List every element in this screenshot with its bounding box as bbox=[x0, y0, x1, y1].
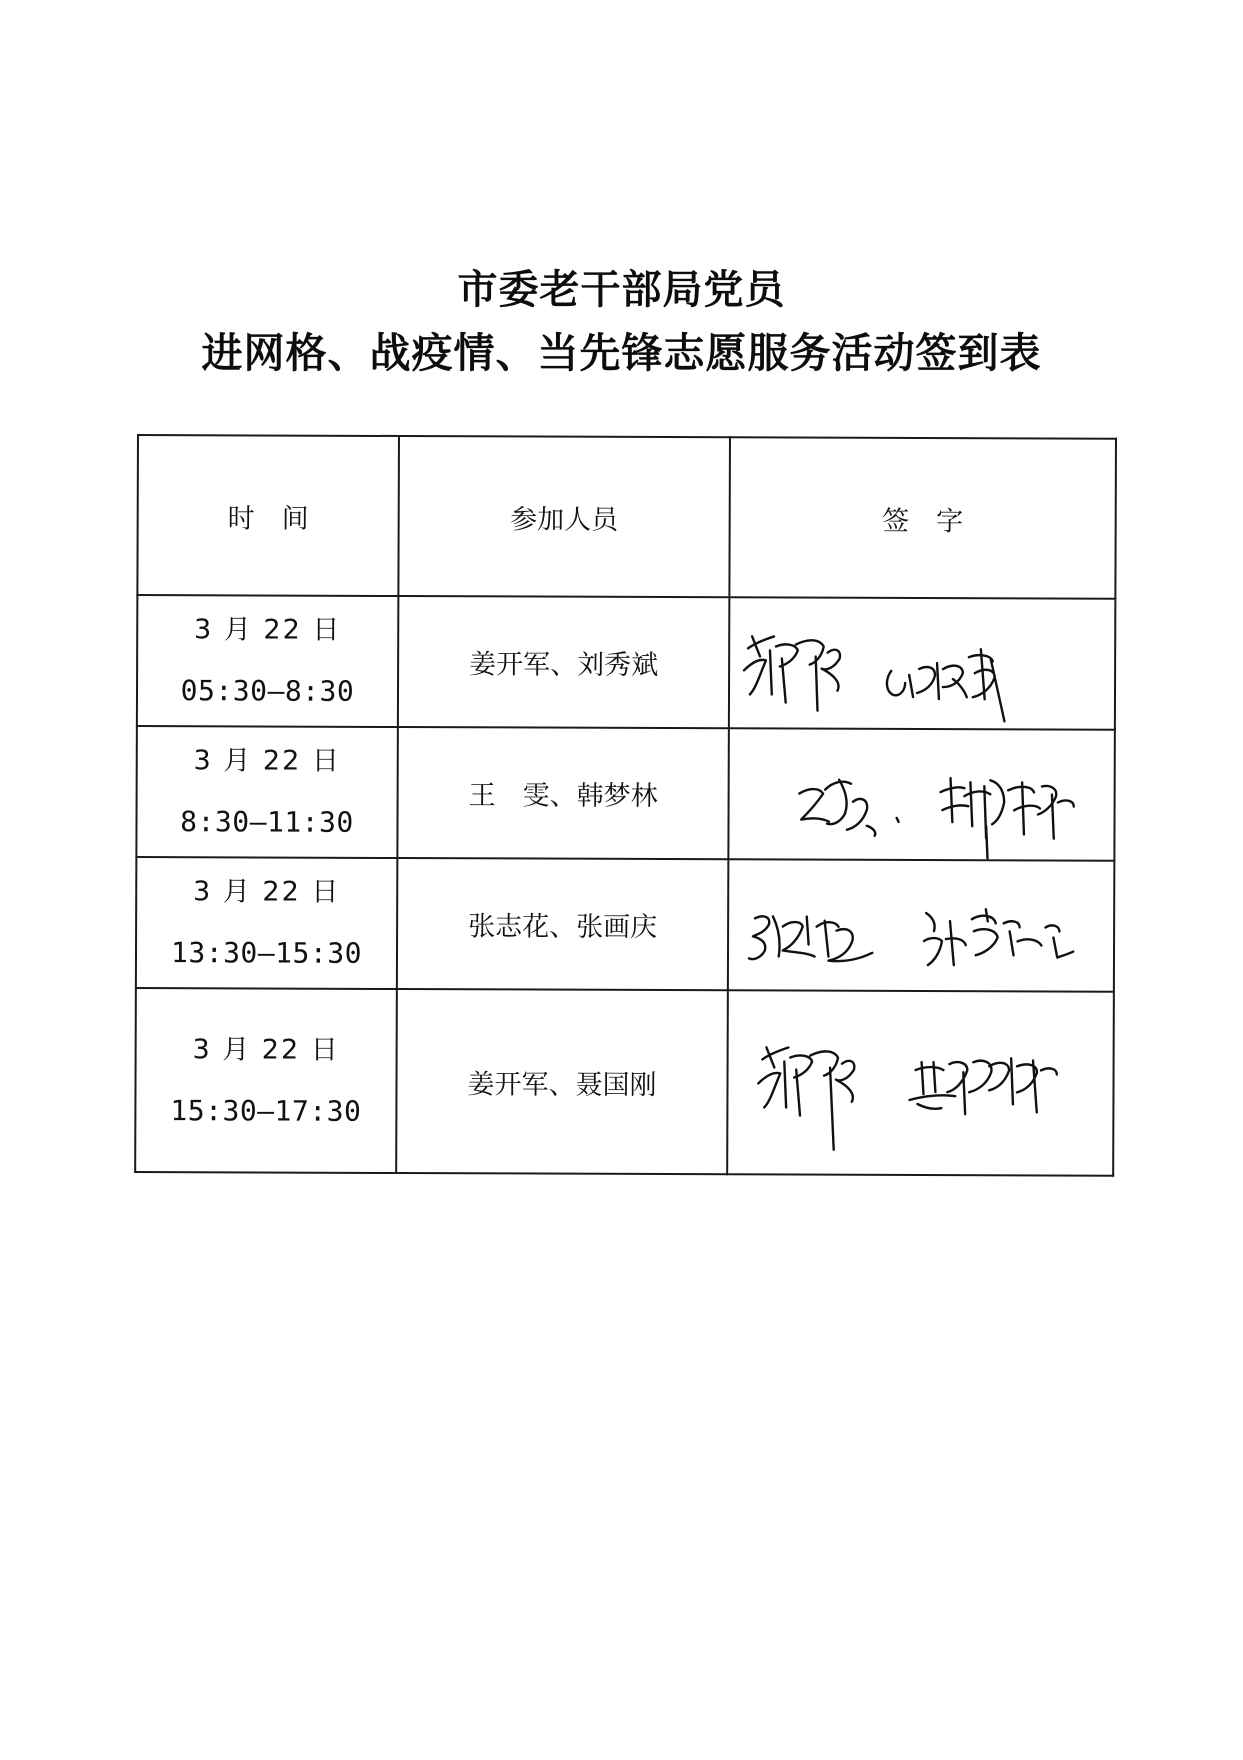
table-header-row bbox=[137, 435, 1116, 599]
signature-2 bbox=[909, 1058, 1056, 1115]
sign-in-table bbox=[134, 434, 1117, 1177]
signature-cell bbox=[729, 597, 1116, 729]
time-cell bbox=[136, 857, 398, 989]
signature-cell bbox=[728, 728, 1115, 860]
page-subtitle: 进网格、战疫情、当先锋志愿服务活动签到表 bbox=[201, 329, 1042, 377]
table-row bbox=[137, 595, 1115, 730]
handwritten-signatures bbox=[728, 991, 1113, 1174]
time-cell bbox=[137, 595, 399, 727]
signature-1 bbox=[758, 1047, 854, 1149]
header-participants: 参加人员 bbox=[398, 436, 730, 597]
handwritten-signatures bbox=[729, 860, 1113, 990]
date-text: 3 月 22 日 bbox=[193, 876, 341, 908]
date-text: 3 月 22 日 bbox=[194, 614, 342, 646]
participants-cell: 姜开军、聂国刚 bbox=[396, 989, 728, 1174]
header-signature: 签 字 bbox=[729, 437, 1116, 598]
table-row bbox=[136, 857, 1114, 992]
time-cell bbox=[135, 988, 397, 1173]
signature-1 bbox=[744, 636, 840, 710]
date-text: 3 月 22 日 bbox=[192, 1033, 340, 1066]
signature-cell bbox=[727, 990, 1114, 1175]
signature-2 bbox=[924, 909, 1073, 966]
signature-2 bbox=[940, 778, 1074, 860]
time-range-text: 13:30—15:30 bbox=[170, 936, 363, 970]
time-range-text: 05:30—8:30 bbox=[180, 674, 355, 708]
participants-cell: 王 雯、韩梦林 bbox=[397, 727, 729, 859]
header-time: 时 间 bbox=[137, 435, 399, 596]
time-range-text: 15:30—17:30 bbox=[170, 1093, 362, 1128]
handwritten-signatures bbox=[730, 598, 1114, 728]
date-text: 3 月 22 日 bbox=[193, 745, 341, 777]
signature-1 bbox=[749, 916, 873, 961]
time-range-text: 8:30—11:30 bbox=[180, 805, 354, 839]
page-title: 市委老干部局党员 bbox=[457, 266, 786, 313]
participants-cell: 姜开军、刘秀斌 bbox=[398, 596, 730, 728]
signature-2 bbox=[887, 649, 1005, 721]
handwritten-signatures bbox=[729, 729, 1113, 859]
time-cell bbox=[136, 726, 398, 858]
participants-cell: 张志花、张画庆 bbox=[397, 858, 729, 990]
table-row bbox=[136, 726, 1114, 861]
signature-cell bbox=[728, 859, 1115, 991]
table-row bbox=[135, 988, 1114, 1176]
signature-1 bbox=[799, 780, 899, 836]
